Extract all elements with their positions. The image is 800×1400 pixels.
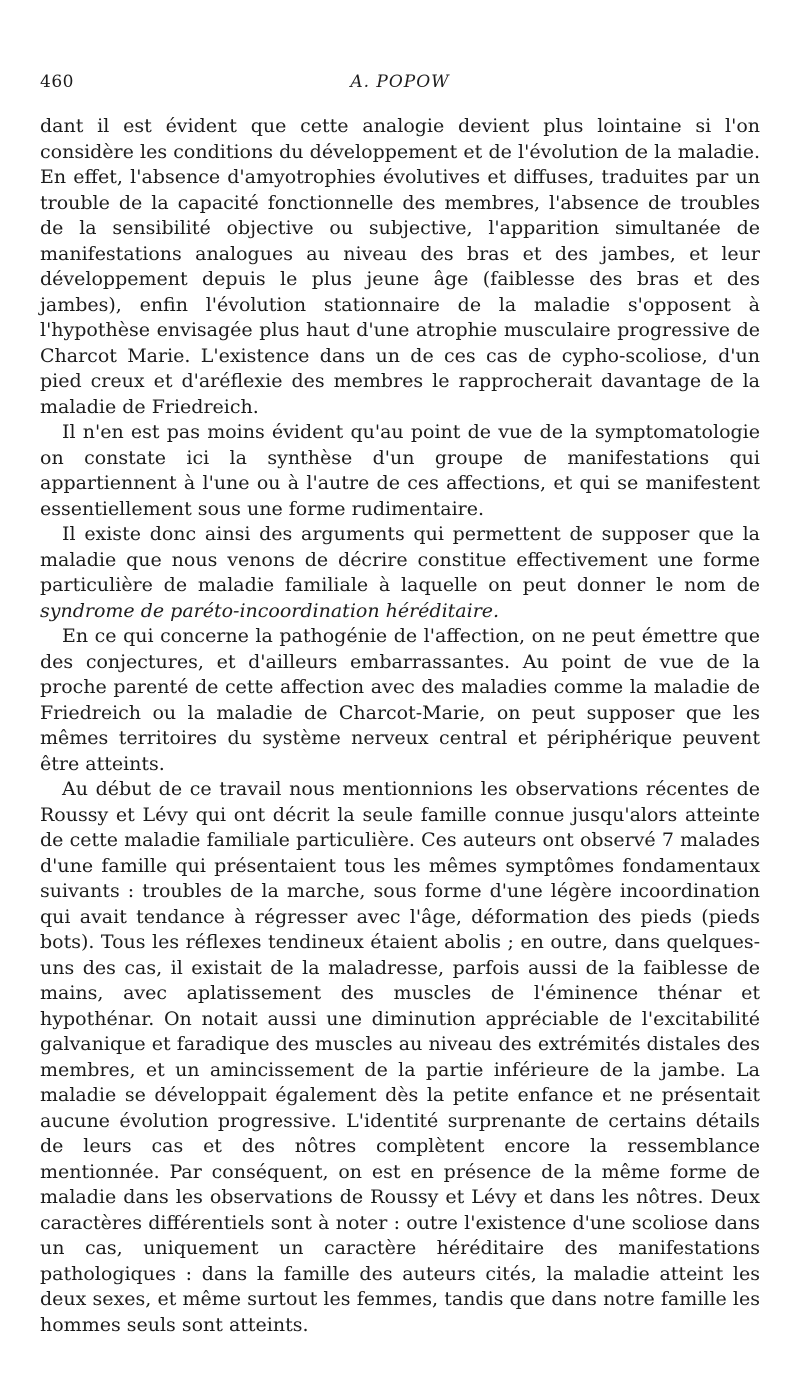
page-number: 460 bbox=[40, 72, 74, 92]
paragraph: dant il est évident que cette analogie devient plus lointaine si l'on considère les conditions du développement et de l'évolution de la maladie. En effet, l'absence d'amyotrophies évolutives et diffuses, traduites par un trouble de la capacité fonctionnelle des membres, l'absence de troubles de la sensibilité objective ou subjective, l'apparition simultanée de manifestations analogues au niveau des bras et des jambes, et leur développement depuis le plus jeune âge (faiblesse des bras et des jambes), enfin l'évolution stationnaire de la maladie s'opposent à l'hypothèse envisagée plus haut d'une atrophie musculaire progressive de Charcot Marie. L'existence dans un de ces cas de cypho-scoliose, d'un pied creux et d'aréflexie des membres le rapprocherait davantage de la maladie de Friedreich. bbox=[40, 115, 760, 418]
body-text bbox=[40, 114, 760, 1338]
paragraph: Au début de ce travail nous mentionnions les observations récentes de Roussy et Lévy qui ont décrit la seule famille connue jusqu'alors atteinte de cette maladie familiale particulière. Ces auteurs ont observé 7 malades d'une famille qui présentaient tous les mêmes symptômes fondamentaux suivants : troubles de la marche, sous forme d'une légère incoordination qui avait tendance à régresser avec l'âge, déformation des pieds (pieds bots). Tous les réflexes tendineux étaient abolis ; en outre, dans quelques-uns des cas, il existait de la maladresse, parfois aussi de la faiblesse de mains, avec aplatissement des muscles de l'éminence thénar et hypothénar. On notait aussi une diminution appréciable de l'excitabilité galvanique et faradique des muscles au niveau des extrémités distales des membres, et un amincissement de la partie inférieure de la jambe. La maladie se développait également dès la petite enfance et ne présentait aucune évolution progressive. L'identité surprenante de certains détails de leurs cas et des nôtres complètent encore la ressemblance mentionnée. Par conséquent, on est en présence de la même forme de maladie dans les observations de Roussy et Lévy et dans les nôtres. Deux caractères différentiels sont à noter : outre l'existence d'une scoliose dans un cas, uniquement un caractère héréditaire des manifestations pathologiques : dans la famille des auteurs cités, la maladie atteint les deux sexes, et même surtout les femmes, tandis que dans notre famille les hommes seuls sont atteints. bbox=[40, 778, 760, 1336]
paragraph-text: Il existe donc ainsi des arguments qui permettent de supposer que la maladie que nous venons de décrire constitue effectivement une forme particulière de maladie familiale à laquelle on peut donner le nom de bbox=[40, 523, 760, 596]
paragraph bbox=[40, 522, 760, 624]
page-header bbox=[40, 72, 760, 98]
paragraph: En ce qui concerne la pathogénie de l'affection, on ne peut émettre que des conjectures, et d'ailleurs embarrassantes. Au point de vue de la proche parenté de cette affection avec des maladies comme la maladie de Friedreich ou la maladie de Charcot-Marie, on peut supposer que les mêmes territoires du système nerveux central et périphérique peuvent être atteints. bbox=[40, 625, 760, 775]
syndrome-name: syndrome de paréto-incoordination héréditaire. bbox=[40, 599, 500, 622]
running-head: A. POPOW bbox=[350, 72, 450, 92]
paragraph: Il n'en est pas moins évident qu'au point de vue de la symptomatologie on constate ici la synthèse d'un groupe de manifestations qui appartiennent à l'une ou à l'autre de ces affections, et qui se manifestent essentiellement sous une forme rudimentaire. bbox=[40, 421, 760, 520]
